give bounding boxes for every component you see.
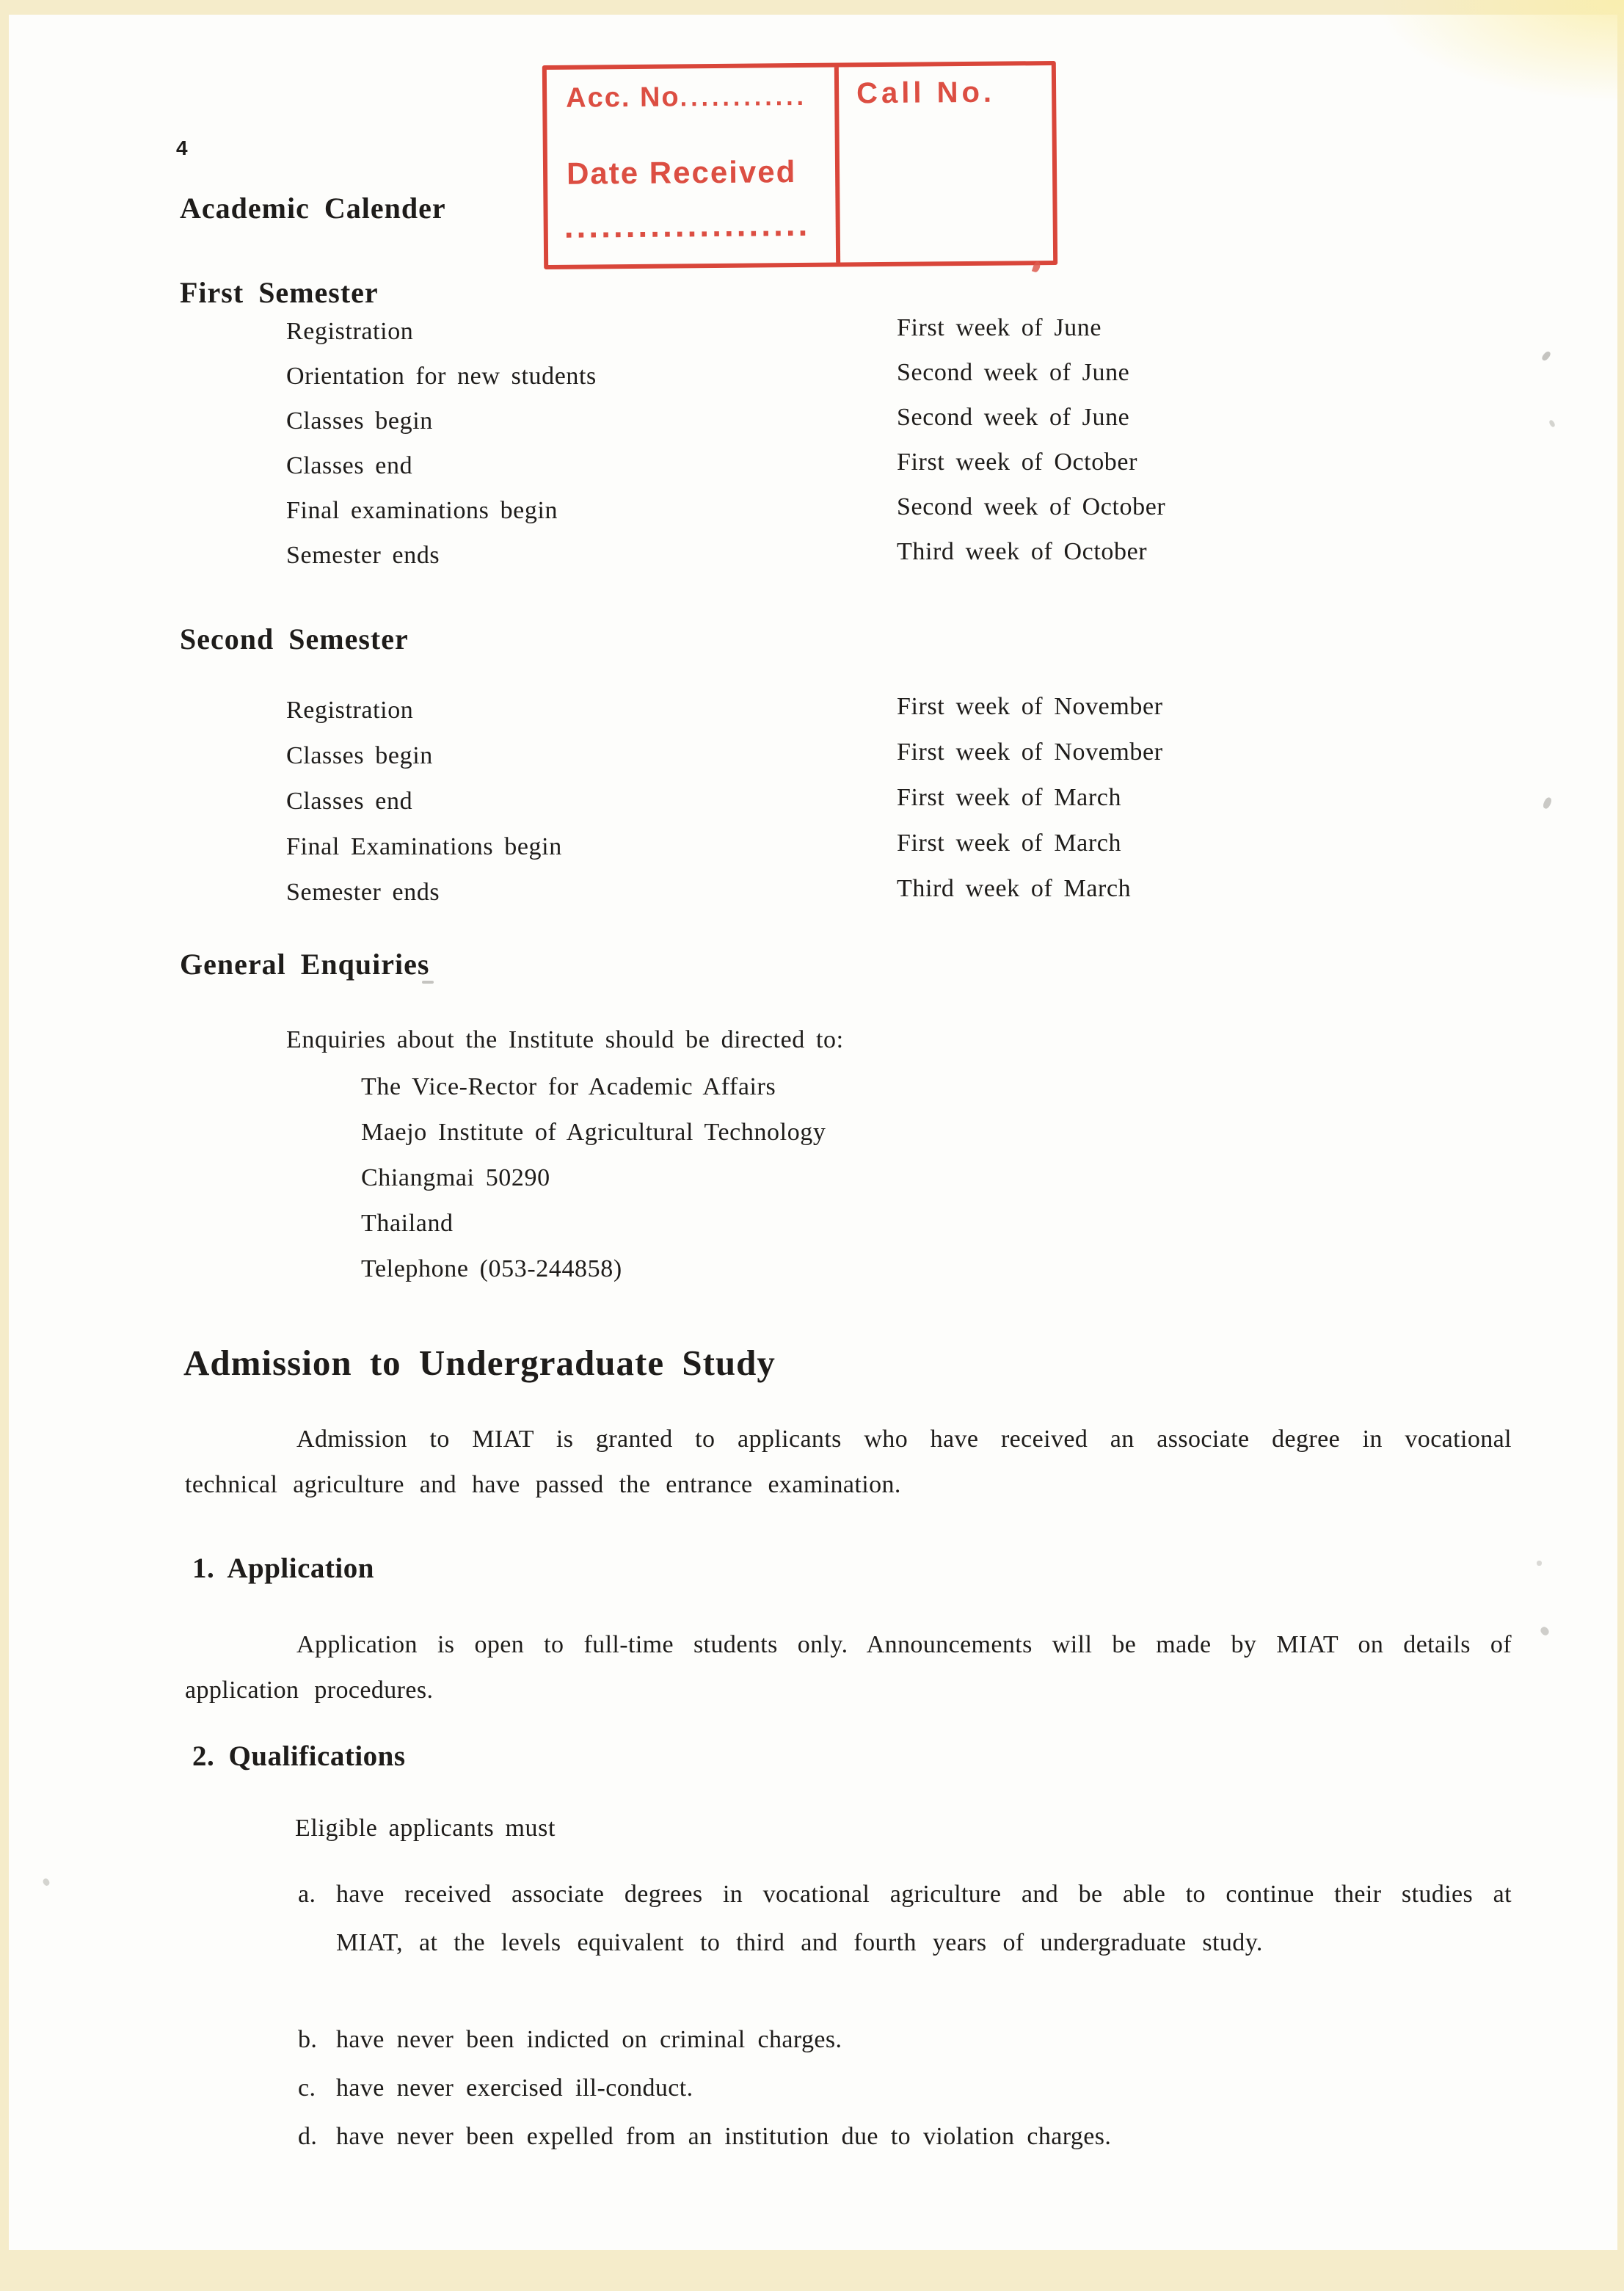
item-marker: a.: [298, 1881, 316, 1908]
application-heading: 1. Application: [192, 1553, 374, 1584]
calendar-event-label: Semester ends: [286, 542, 440, 569]
address-line: Thailand: [361, 1210, 454, 1237]
call-no-label: Call No.: [856, 76, 996, 110]
calendar-date-value: First week of March: [897, 829, 1122, 857]
date-received-label: Date Received: [566, 154, 797, 191]
calendar-date-value: First week of November: [897, 738, 1163, 766]
calendar-date-value: Second week of October: [897, 493, 1166, 520]
admission-heading: Admission to Undergraduate Study: [183, 1343, 776, 1383]
address-line: Chiangmai 50290: [361, 1164, 550, 1191]
calendar-date-value: Third week of October: [897, 538, 1148, 565]
calendar-event-label: Classes begin: [286, 407, 433, 435]
calendar-event-label: Classes end: [286, 452, 413, 479]
calendar-date-value: First week of June: [897, 314, 1102, 341]
qualification-item: [298, 1870, 1512, 1967]
calendar-date-value: First week of November: [897, 693, 1163, 720]
stamp-divider-line: [834, 68, 840, 263]
address-line: Maejo Institute of Agricultural Technology: [361, 1119, 826, 1146]
application-paragraph: Application is open to full-time students only. Announcements will be made by MIAT on details of application procedures.: [185, 1631, 1512, 1704]
acc-no-dotted-line: ............: [680, 82, 808, 112]
qualification-item: [298, 2064, 1512, 2113]
calendar-event-label: Classes begin: [286, 742, 433, 769]
calendar-date-value: First week of March: [897, 784, 1122, 811]
page-number: 4: [176, 137, 189, 159]
library-stamp: [542, 61, 1057, 269]
calendar-event-label: Registration: [286, 697, 414, 724]
calendar-date-value: Second week of June: [897, 404, 1130, 431]
second-semester-heading: Second Semester: [180, 622, 409, 656]
qualification-item: [298, 2113, 1512, 2161]
calendar-event-label: Semester ends: [286, 879, 440, 906]
item-text: have received associate degrees in vocational agriculture and be able to continue their studies at MIAT, at the levels equivalent to third and fourth years of undergraduate study.: [336, 1881, 1512, 1956]
scan-speck: [422, 981, 434, 984]
qualifications-intro: Eligible applicants must: [295, 1815, 556, 1842]
calendar-date-value: First week of October: [897, 449, 1138, 476]
acc-no-text: Acc. No: [566, 81, 680, 114]
item-marker: d.: [298, 2123, 318, 2150]
admission-paragraph: Admission to MIAT is granted to applicants who have received an associate degree in vocational technical agriculture and have passed the entrance examination.: [185, 1426, 1512, 1498]
first-semester-heading: First Semester: [180, 276, 379, 309]
acc-no-label: [566, 81, 807, 115]
item-marker: b.: [298, 2026, 318, 2053]
calendar-event-label: Classes end: [286, 788, 413, 815]
calendar-event-label: Final examinations begin: [286, 497, 558, 524]
calendar-date-value: Second week of June: [897, 359, 1130, 386]
calendar-event-label: Final Examinations begin: [286, 833, 562, 860]
address-line: The Vice-Rector for Academic Affairs: [361, 1073, 776, 1100]
qualification-item: [298, 2016, 1512, 2064]
item-text: have never been indicted on criminal charges.: [336, 2026, 842, 2053]
calendar-event-label: Registration: [286, 318, 414, 345]
item-text: have never exercised ill-conduct.: [336, 2074, 693, 2102]
qualifications-heading: 2. Qualifications: [192, 1740, 406, 1772]
calendar-event-label: Orientation for new students: [286, 363, 597, 390]
stamp-dotted-line: ....................: [564, 204, 811, 245]
general-enquiries-heading: General Enquiries: [180, 948, 430, 981]
scan-speck: [1537, 1561, 1542, 1566]
address-line: Telephone (053-244858): [361, 1255, 622, 1282]
calendar-date-value: Third week of March: [897, 875, 1132, 902]
item-text: have never been expelled from an institution due to violation charges.: [336, 2123, 1112, 2150]
enquiries-intro: Enquiries about the Institute should be directed to:: [286, 1026, 844, 1053]
item-marker: c.: [298, 2074, 316, 2102]
academic-calendar-heading: Academic Calender: [180, 192, 446, 225]
